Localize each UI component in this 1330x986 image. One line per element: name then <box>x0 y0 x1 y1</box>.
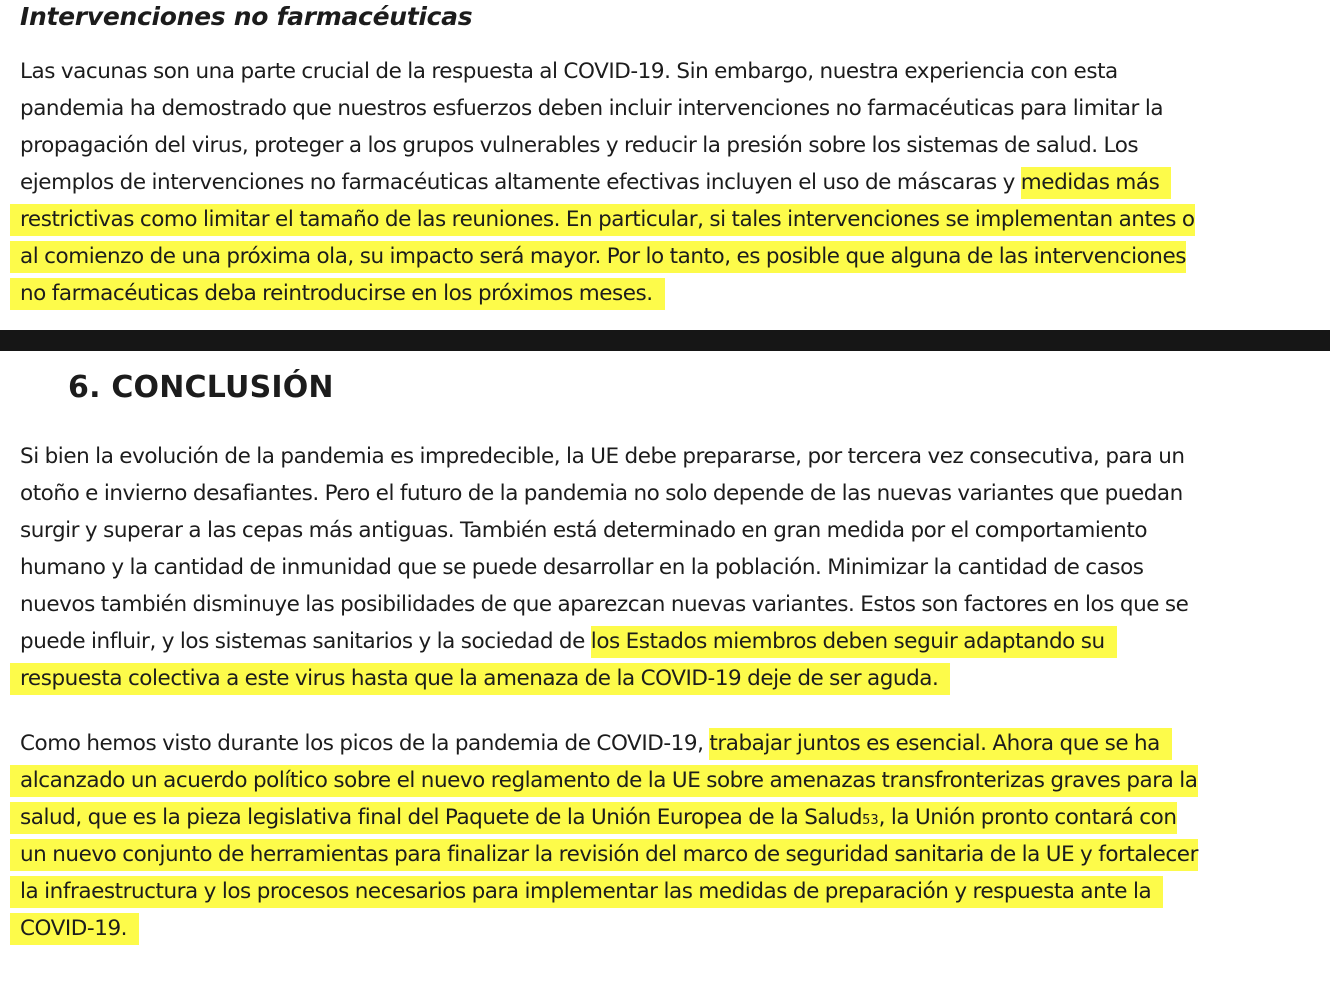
text-plain: nuevos también disminuye las posibilidades de que aparezcan nuevas variantes. Estos son factores en los que se <box>20 592 1189 617</box>
text-plain: humano y la cantidad de inmunidad que se puede desarrollar en la población. Minimizar la cantidad de casos <box>20 555 1144 580</box>
highlighted-text-group <box>10 802 1177 834</box>
text-line <box>20 836 1198 873</box>
highlighted-text: restrictivas como limitar el tamaño de las reuniones. En particular, si tales intervenciones se implementan antes o <box>10 204 1195 236</box>
text-line <box>20 127 1195 164</box>
text-line <box>20 201 1195 238</box>
text-line <box>20 799 1198 836</box>
highlighted-text: respuesta colectiva a este virus hasta que la amenaza de la COVID-19 deje de ser aguda. <box>10 663 950 695</box>
text-plain: ejemplos de intervenciones no farmacéuticas altamente efectivas incluyen el uso de máscaras y <box>20 170 1021 195</box>
text-line <box>20 660 1188 697</box>
text-line <box>20 275 1195 312</box>
highlighted-text: medidas más <box>1021 167 1172 199</box>
highlighted-text: un nuevo conjunto de herramientas para finalizar la revisión del marco de seguridad sanitaria de la UE y fortalecer <box>10 839 1198 871</box>
text-line <box>20 164 1195 201</box>
highlighted-text: al comienzo de una próxima ola, su impacto será mayor. Por lo tanto, es posible que alguna de las intervenciones <box>10 241 1186 273</box>
text-plain: propagación del virus, proteger a los grupos vulnerables y reducir la presión sobre los sistemas de salud. Los <box>20 133 1139 158</box>
paragraph-nonpharma <box>20 53 1195 312</box>
text-plain: surgir y superar a las cepas más antiguas. También está determinado en gran medida por el comportamiento <box>20 518 1148 543</box>
paragraph-conclusion-2 <box>20 725 1198 947</box>
section-heading-conclusion: 6. CONCLUSIÓN <box>68 370 334 405</box>
text-line <box>20 873 1198 910</box>
highlighted-text: no farmacéuticas deba reintroducirse en los próximos meses. <box>10 278 665 310</box>
text-line <box>20 90 1195 127</box>
text-line <box>20 53 1195 90</box>
text-line <box>20 586 1188 623</box>
highlighted-text: , la Unión pronto contará con <box>878 805 1177 830</box>
text-line <box>20 623 1188 660</box>
text-plain: Las vacunas son una parte crucial de la respuesta al COVID-19. Sin embargo, nuestra experiencia con esta <box>20 59 1118 84</box>
footnote-ref: 53 <box>862 813 879 828</box>
highlighted-text: COVID-19. <box>10 913 139 945</box>
section-divider <box>0 330 1330 351</box>
text-line <box>20 910 1198 947</box>
text-plain: Si bien la evolución de la pandemia es impredecible, la UE debe prepararse, por tercera vez consecutiva, para un <box>20 444 1185 469</box>
section-heading-nonpharma: Intervenciones no farmacéuticas <box>20 2 473 31</box>
text-plain: pandemia ha demostrado que nuestros esfuerzos deben incluir intervenciones no farmacéuticas para limitar la <box>20 96 1164 121</box>
text-plain: otoño e invierno desafiantes. Pero el futuro de la pandemia no solo depende de las nuevas variantes que puedan <box>20 481 1183 506</box>
text-line <box>20 475 1188 512</box>
highlighted-text: salud, que es la pieza legislativa final del Paquete de la Unión Europea de la Salud <box>20 805 863 830</box>
text-line <box>20 762 1198 799</box>
highlighted-text: la infraestructura y los procesos necesarios para implementar las medidas de preparación y respuesta ante la <box>10 876 1163 908</box>
text-plain: Como hemos visto durante los picos de la pandemia de COVID-19, <box>20 731 710 756</box>
paragraph-conclusion-1 <box>20 438 1188 697</box>
highlighted-text: los Estados miembros deben seguir adaptando su <box>591 626 1117 658</box>
text-line <box>20 549 1188 586</box>
text-plain: puede influir, y los sistemas sanitarios y la sociedad de <box>20 629 591 654</box>
highlighted-text: alcanzado un acuerdo político sobre el nuevo reglamento de la UE sobre amenazas transfronterizas graves para la <box>10 765 1198 797</box>
text-line <box>20 238 1195 275</box>
text-line <box>20 438 1188 475</box>
text-line <box>20 512 1188 549</box>
highlighted-text: trabajar juntos es esencial. Ahora que se ha <box>709 728 1172 760</box>
text-line <box>20 725 1198 762</box>
